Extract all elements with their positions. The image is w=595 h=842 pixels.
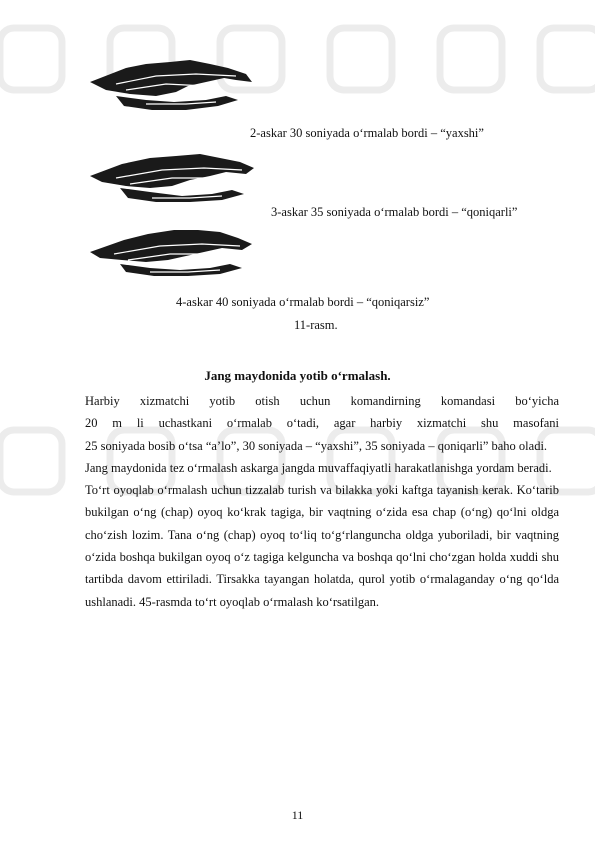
paragraph-5: To‘rt oyoqlab o‘rmalash uchun tizzalab turish va bilakka yoki kaftga tayanish kerak. Ko‘tarib bukilgan o‘ng (chap) oyoq ko‘krak tagiga, bir vaqtning o‘zida esa chap (o‘ng) qo‘lni oldga cho‘zish lozim. Tana o‘ng (chap) oyoq to‘liq to‘g‘rlanguncha oldga yuboriladi, bir vaqtning o‘zida boshqa bukilgan oyoq o‘z tagiga kelguncha va boshqa qo‘lni cho‘zgan holda xuddi shu tartibda davom ettiriladi. Tirsakka tayangan holatda, qurol yotib o‘rmalaganday o‘ng qo‘lda ushlanadi. 45-rasmda to‘rt oyoqlab o‘rmalash ko‘rsatilgan. [85,483,559,609]
crawling-soldier-figure-2 [86,148,258,204]
page-number: 11 [291,808,304,822]
crawling-soldier-figure-3 [86,222,256,278]
figure-label: 11-rasm. [294,318,338,332]
paragraph-4: Jang maydonida tez o‘rmalash askarga jangda muvaffaqiyatli harakatlanishga yordam beradi. [85,460,552,475]
figure-caption-3: 3-askar 35 soniyada o‘rmalab bordi – “qoniqarli” [271,205,518,219]
paragraph-2: 20 m li uchastkani o‘rmalab o‘tadi, agar harbiy xizmatchi shu masofani [85,416,559,431]
paragraph-1: Harbiy xizmatchi yotib otish uchun komandirning komandasi bo‘yicha [85,394,559,408]
section-heading: Jang maydonida yotib o‘rmalash. [204,368,391,383]
crawling-soldier-figure-1 [86,56,254,112]
paragraph-3: 25 soniyada bosib o‘tsa “a’lo”, 30 soniyada – “yaxshi”, 35 soniyada – qoniqarli” baho oladi. [85,438,548,453]
figure-caption-2: 2-askar 30 soniyada o‘rmalab bordi – “yaxshi” [250,126,484,140]
figure-caption-4: 4-askar 40 soniyada o‘rmalab bordi – “qoniqarsiz” [176,295,430,309]
body-text [85,390,559,613]
